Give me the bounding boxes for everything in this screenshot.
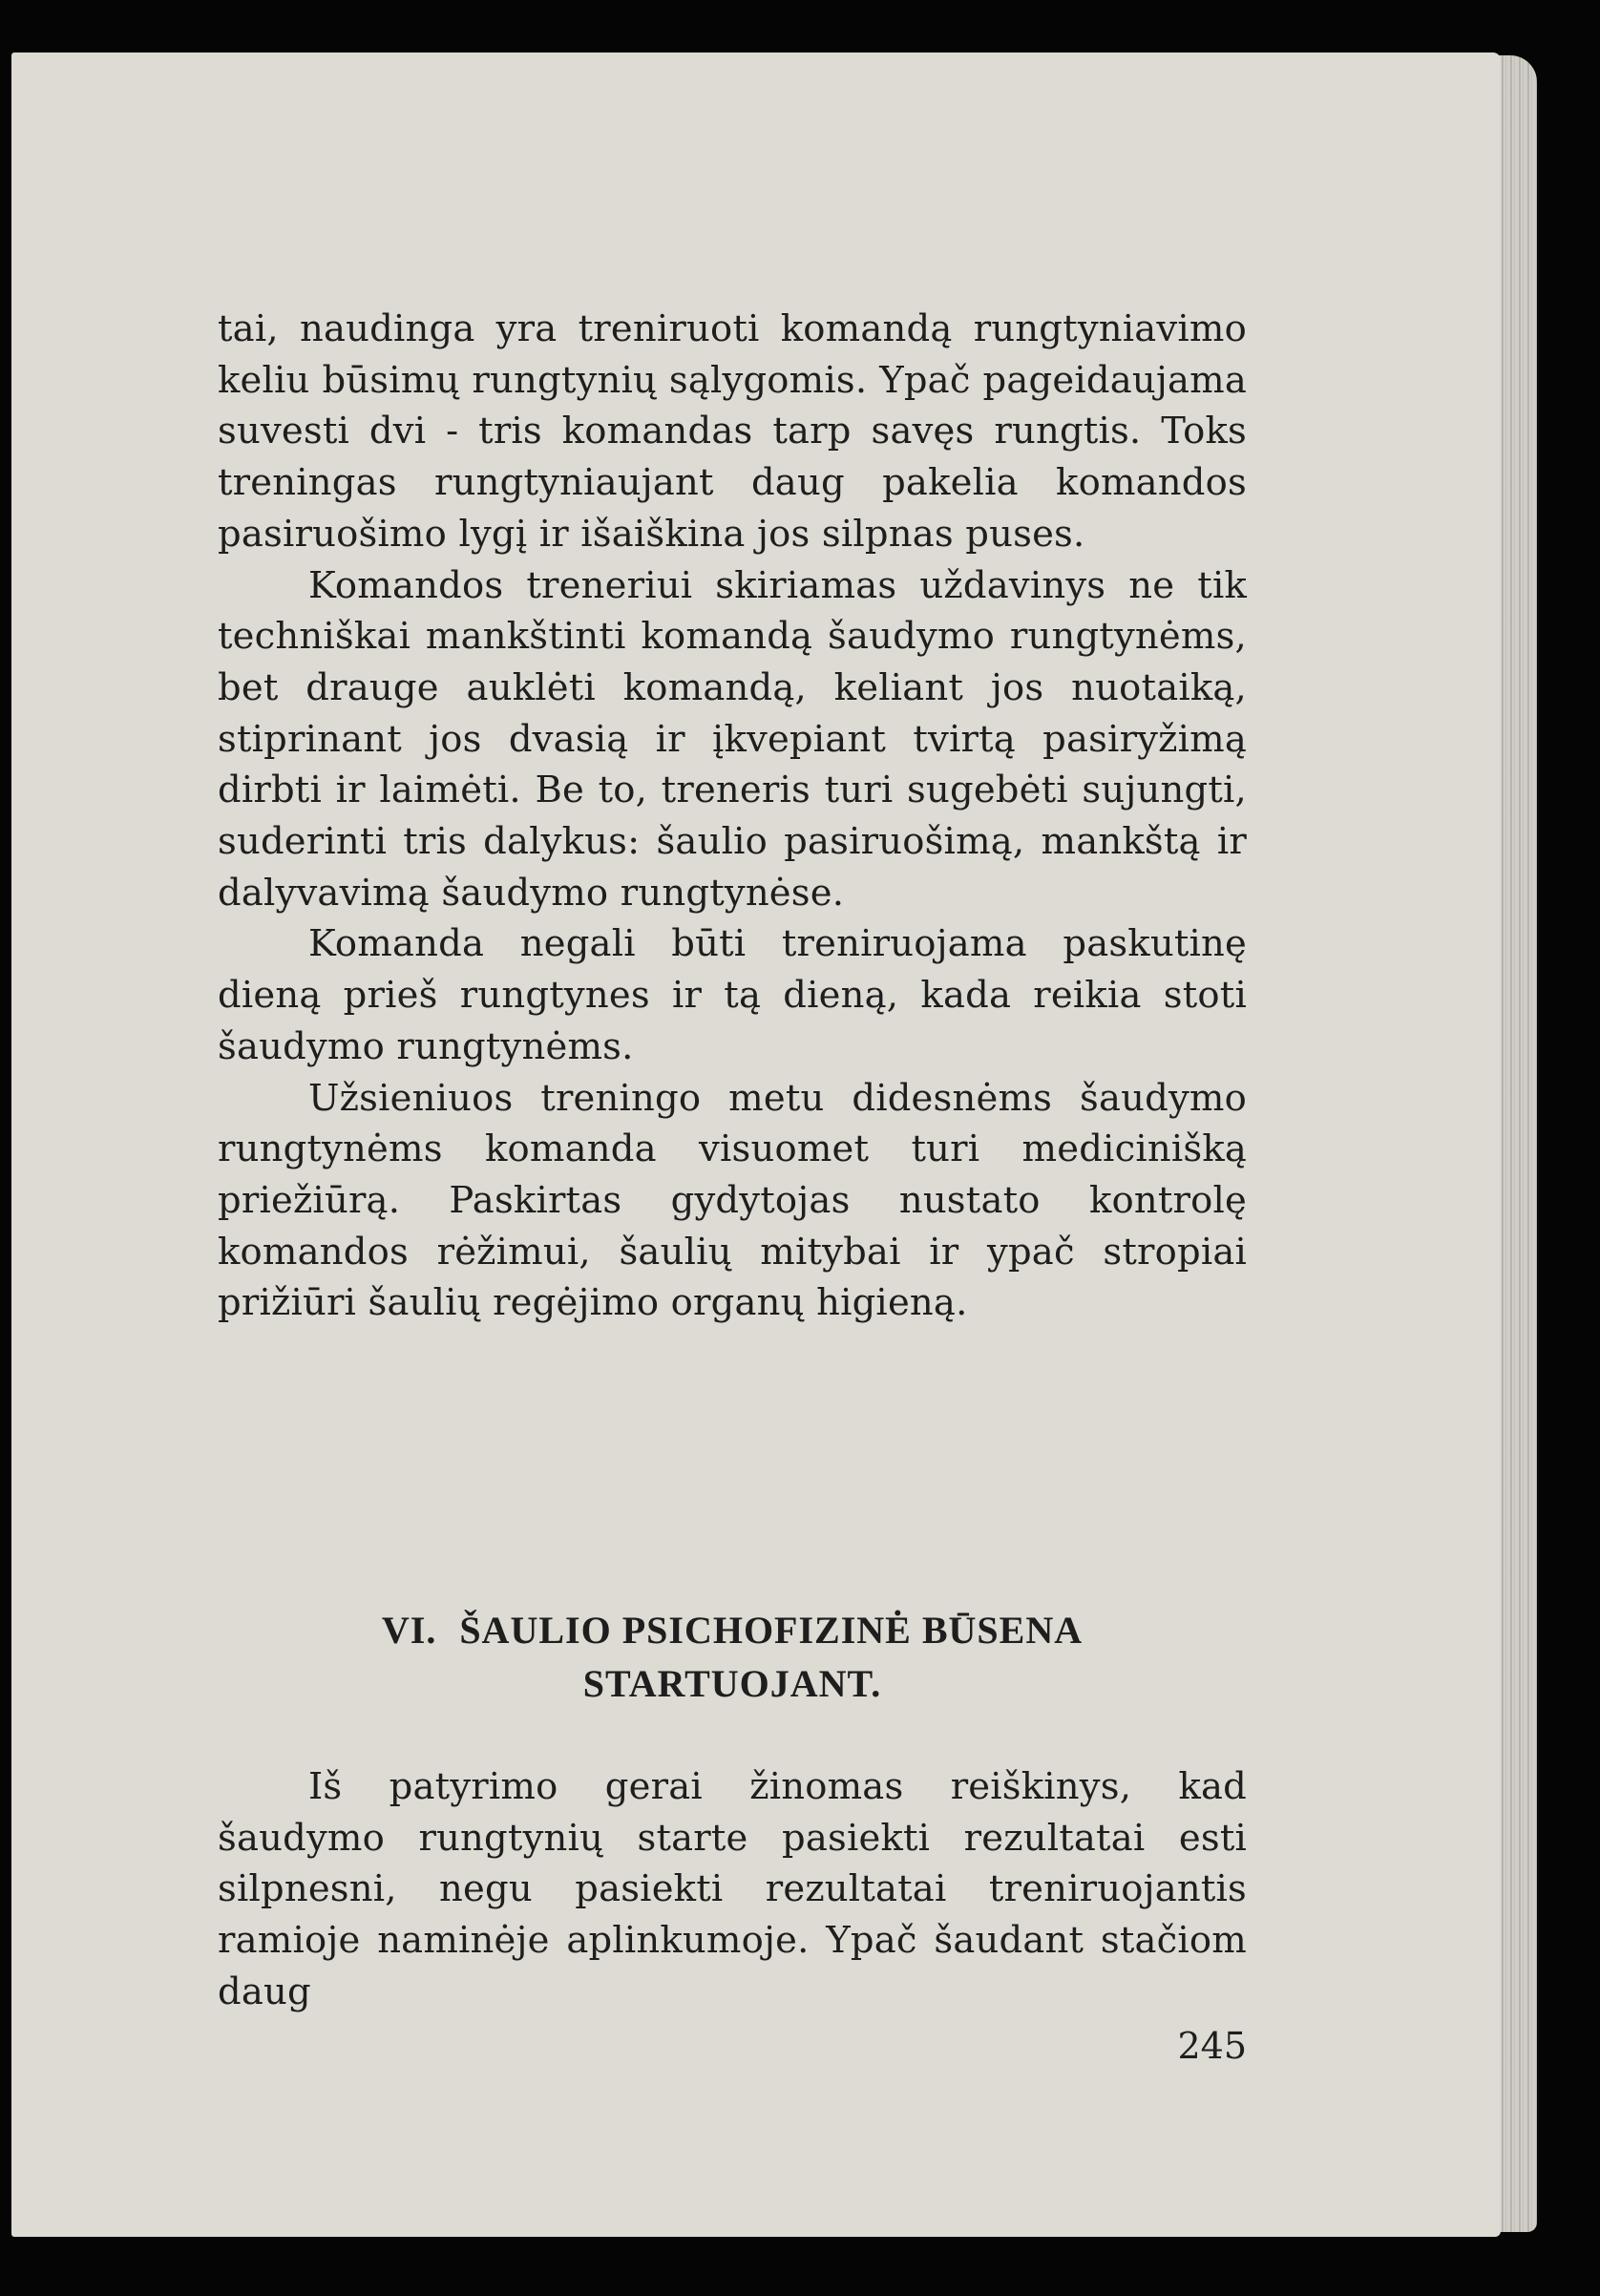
page-number: 245 <box>1177 2025 1247 2067</box>
section-body-text <box>218 1761 1247 2018</box>
section-title-line-1: ŠAULIO PSICHOFIZINĖ BŪSENA <box>459 1609 1084 1652</box>
section-heading <box>218 1604 1247 1711</box>
paragraph-3: Komanda negali būti treniruojama paskutinę dieną prieš rungtynes ir tą dieną, kada reikia stoti šaudymo rungtynėms. <box>218 922 1247 1068</box>
section-heading-line-1 <box>218 1604 1247 1657</box>
section-title-line-2: STARTUOJANT. <box>582 1662 882 1705</box>
section-paragraph-1: Iš patyrimo gerai žinomas reiškinys, kad šaudymo rungtynių starte pasiekti rezultatai esti silpnesni, negu pasiekti rezultatai treniruojantis ramioje naminėje aplinkumoje. Ypač šaudant stačiom daug <box>218 1765 1247 2013</box>
paragraph-1: tai, naudinga yra treniruoti komandą rungtyniavimo keliu būsimų rungtynių sąlygomis. Ypač pageidaujama suvesti dvi - tris komandas tarp savęs rungtis. Toks treningas rungtyniaujant daug pakelia komandos pasiruošimo lygį ir išaiškina jos silpnas puses. <box>218 307 1247 556</box>
paragraph-2: Komandos treneriui skiriamas uždavinys ne tik techniškai mankštinti komandą šaudymo rungtynėms, bet drauge auklėti komandą, keliant jos nuotaiką, stiprinant jos dvasią ir įkvepiant tvirtą pasiryžimą dirbti ir laimėti. Be to, treneris turi sugebėti sujungti, suderinti tris dalykus: šaulio pasiruošimą, mankštą ir dalyvavimą šaudymo rungtynėse. <box>218 563 1247 915</box>
paragraph-4: Užsieniuos treningo metu didesnėms šaudymo rungtynėms komanda visuomet turi medicinišką priežiūrą. Paskirtas gydytojas nustato kontrolę komandos rėžimui, šaulių mitybai ir ypač stropiai prižiūri šaulių regėjimo organų higieną. <box>218 1076 1247 1325</box>
body-text <box>218 304 1247 1329</box>
section-number: VI. <box>381 1609 437 1652</box>
